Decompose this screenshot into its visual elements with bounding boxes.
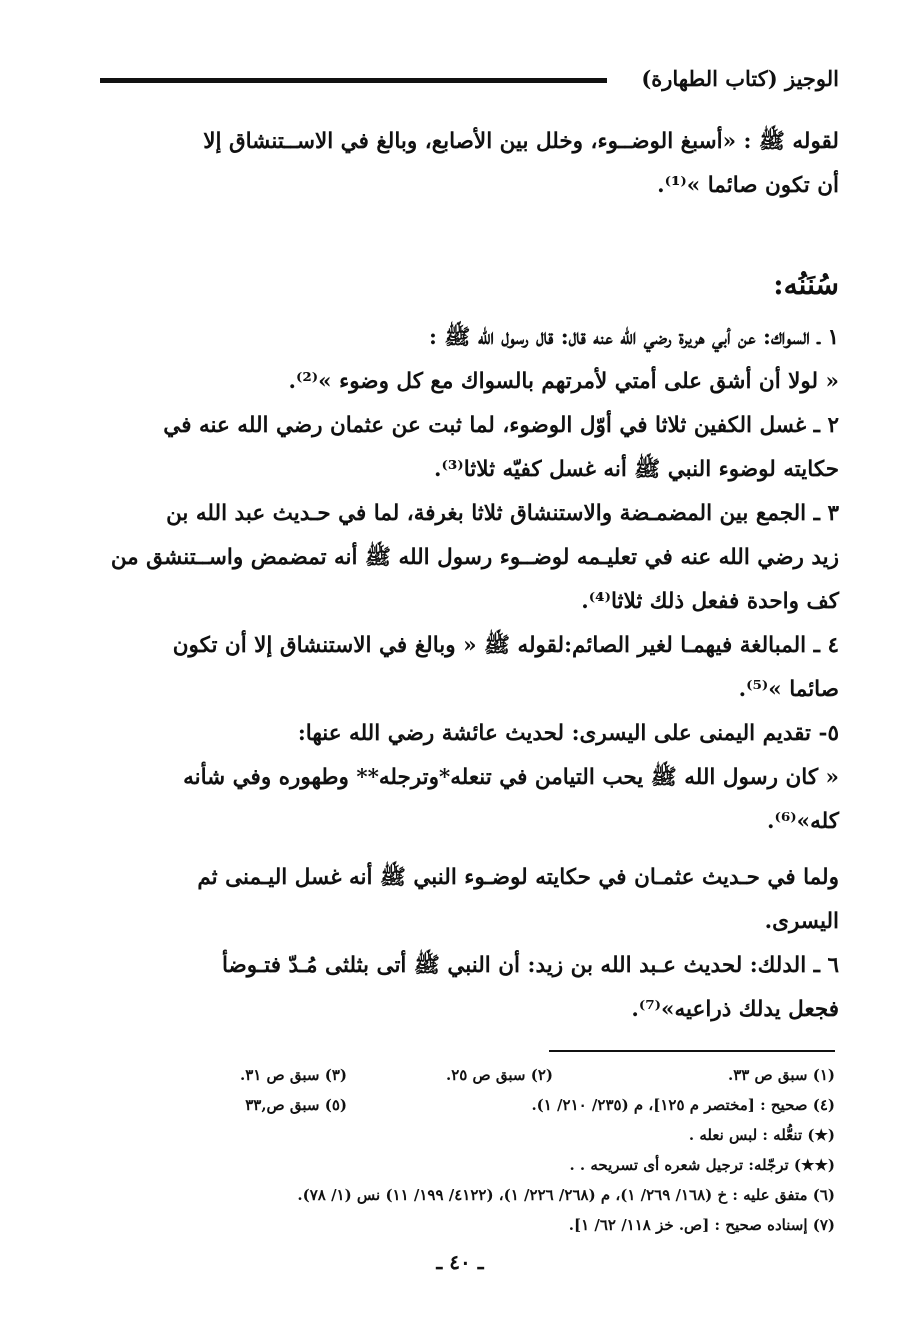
item-5-continuation xyxy=(100,856,839,944)
footnote-3: (٣) سبق ص ٣١. xyxy=(239,1066,347,1084)
footnote-4: (٤) صحيح : [مختصر م ١٢٥]، م (٢٣٥/ ٢١٠/ ١). xyxy=(531,1096,835,1114)
footnote-6: (٦) متفق عليه : خ (١٦٨/ ٢٦٩/ ١)، م (٢٦٨/ ٢٢٦/ ١)، (٤١٢٢/ ١٩٩/ ١١) نس (١/ ٧٨). xyxy=(297,1186,835,1204)
intro-paragraph xyxy=(100,120,839,208)
item-5-line-3: كله»⁽⁶⁾. xyxy=(766,809,839,834)
item-2 xyxy=(100,404,839,492)
intro-line-2: أن تكون صائما »⁽¹⁾. xyxy=(657,173,839,198)
intro-line-1: لقوله ﷺ : «أسبغ الوضــوء، وخلل بين الأصابع، وبالغ في الاســتنشاق إلا xyxy=(203,129,839,154)
footnote-5: (٥) سبق ص,٣٣ xyxy=(245,1096,347,1114)
footnote-1: (١) سبق ص ٣٣. xyxy=(727,1066,835,1084)
page-number: ـ ٤٠ ـ xyxy=(436,1250,484,1274)
paragraph-gap xyxy=(100,844,839,856)
item-6 xyxy=(100,944,839,1032)
header-rule xyxy=(100,78,607,83)
item-3-line-3: كف واحدة ففعل ذلك ثلاثا⁽⁴⁾. xyxy=(581,589,839,614)
footnote-row xyxy=(110,1060,835,1090)
footnote-star-1: (★) تنعُّله : لبس نعله . xyxy=(688,1126,835,1144)
footnote-star-2: (★★) ترجّله: ترجيل شعره أى تسريحه . . xyxy=(569,1156,835,1174)
item-4 xyxy=(100,624,839,712)
item-6-line-2: فجعل يدلك ذراعيه»⁽⁷⁾. xyxy=(631,997,839,1022)
header-title: الوجيز (كتاب الطهارة) xyxy=(641,66,839,91)
footnote-2: (٢) سبق ص ٢٥. xyxy=(445,1066,553,1084)
item-5b-line-1: ولما في حـديث عثمـان في حكايته لوضـوء النبي ﷺ أنه غسل اليـمنى ثم xyxy=(197,865,839,890)
footnote-separator xyxy=(549,1050,835,1052)
item-4-line-2: صائما »⁽⁵⁾. xyxy=(738,677,839,702)
item-1-line-2: « لولا أن أشق على أمتي لأمرتهم بالسواك مع كل وضوء »⁽²⁾. xyxy=(288,369,839,394)
item-1-line-1: ١ ـ السواك: عن أبي هريرة رضي الله عنه قال: قال رسول الله ﷺ : xyxy=(428,325,839,350)
item-1 xyxy=(100,316,839,404)
item-5 xyxy=(100,712,839,844)
main-text xyxy=(100,120,839,1032)
item-2-line-1: ٢ ـ غسل الكفين ثلاثا في أوّل الوضوء، لما ثبت عن عثمان رضي الله عنه في xyxy=(163,413,839,438)
item-5-line-2: « كان رسول الله ﷺ يحب التيامن في تنعله*وترجله** وطهوره وفي شأنه xyxy=(183,765,839,790)
footnote-row xyxy=(110,1090,835,1120)
item-5b-line-2: اليسرى. xyxy=(764,909,839,934)
running-header xyxy=(100,66,839,100)
item-5-line-1: ٥- تقديم اليمنى على اليسرى: لحديث عائشة رضي الله عنها: xyxy=(297,721,839,746)
item-3 xyxy=(100,492,839,624)
item-3-line-1: ٣ ـ الجمع بين المضمـضة والاستنشاق ثلاثا بغرفة، لما في حـديث عبد الله بن xyxy=(166,501,839,526)
item-6-line-1: ٦ ـ الدلك: لحديث عـبد الله بن زيد: أن النبي ﷺ أتى بثلثى مُـدّ فتـوضأ xyxy=(222,953,839,978)
item-3-line-2: زيد رضي الله عنه في تعليـمه لوضــوء رسول الله ﷺ أنه تمضمض واســتنشق من xyxy=(110,545,839,570)
footnote-7: (٧) إسناده صحيح : [ص. خز ١١٨/ ٦٢/ ١]. xyxy=(568,1216,835,1234)
item-2-line-2: حكايته لوضوء النبي ﷺ أنه غسل كفيّه ثلاثا⁽³⁾. xyxy=(433,457,839,482)
item-4-line-1: ٤ ـ المبالغة فيهمـا لغير الصائم:لقوله ﷺ « وبالغ في الاستنشاق إلا أن تكون xyxy=(172,633,839,658)
section-heading: سُنَنُه: xyxy=(773,268,839,301)
footnotes xyxy=(110,1060,835,1240)
